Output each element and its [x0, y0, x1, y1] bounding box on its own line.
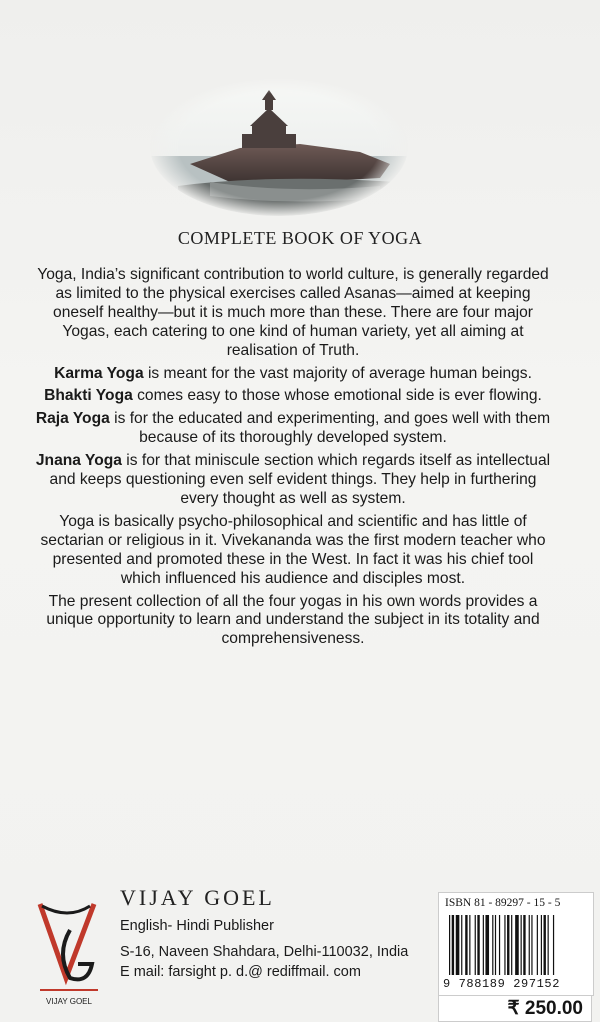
barcode-bars: [449, 915, 585, 975]
paragraph-karma-yoga: Karma Yoga is meant for the vast majority of average human beings.: [54, 364, 532, 382]
logo-text: VIJAY GOEL: [46, 997, 92, 1006]
paragraph-vivekananda: Yoga is basically psycho-philosophical and scientific and has little of sectarian or religious in it. Vivekananda was the first modern teacher who presented and promoted these in the West. In fact it was his chief tool which influenced his audience and disciples most.: [40, 512, 546, 587]
publisher-address: S-16, Naveen Shahdara, Delhi-110032, India: [120, 944, 409, 960]
paragraph-raja-yoga: Raja Yoga is for the educated and experimenting, and goes well with them because of its thoroughly developed system.: [35, 410, 551, 447]
ean-digits: 9 788189 297152: [443, 977, 561, 991]
paragraph-bhakti-yoga: Bhakti Yoga comes easy to those whose emotional side is ever flowing.: [44, 387, 542, 405]
publisher-logo: [34, 894, 104, 1008]
book-title: COMPLETE BOOK OF YOGA: [177, 228, 423, 248]
publisher-name: VIJAY GOEL: [120, 885, 275, 910]
paragraph-jnana-yoga: Jnana Yoga is for that miniscule section which regards itself as intellectual and keeps questioning even self evident things. They help in furthering every thought as well as system.: [35, 452, 551, 507]
isbn-number: ISBN 81 - 89297 - 15 - 5: [445, 897, 561, 909]
book-description: [32, 266, 554, 653]
cover-photo-memorial: [150, 78, 408, 216]
paragraph-collection: The present collection of all the four yogas in his own words provides a unique opportunity to learn and understand the subject in its totality and comprehensiveness.: [46, 592, 540, 648]
price-tag: ₹ 250.00: [438, 995, 592, 1022]
publisher-tagline: English- Hindi Publisher: [120, 918, 274, 934]
publisher-email: E mail: farsight p. d.@ rediffmail. com: [120, 964, 361, 980]
barcode: [438, 892, 594, 996]
paragraph-intro: Yoga, India’s significant contribution to world culture, is generally regarded as limited to the physical exercises called Asanas—aimed at keeping oneself healthy—but it is much more than these. There are four major Yogas, each catering to one kind of human variety, yet all aiming at realisation of Truth.: [37, 266, 549, 359]
